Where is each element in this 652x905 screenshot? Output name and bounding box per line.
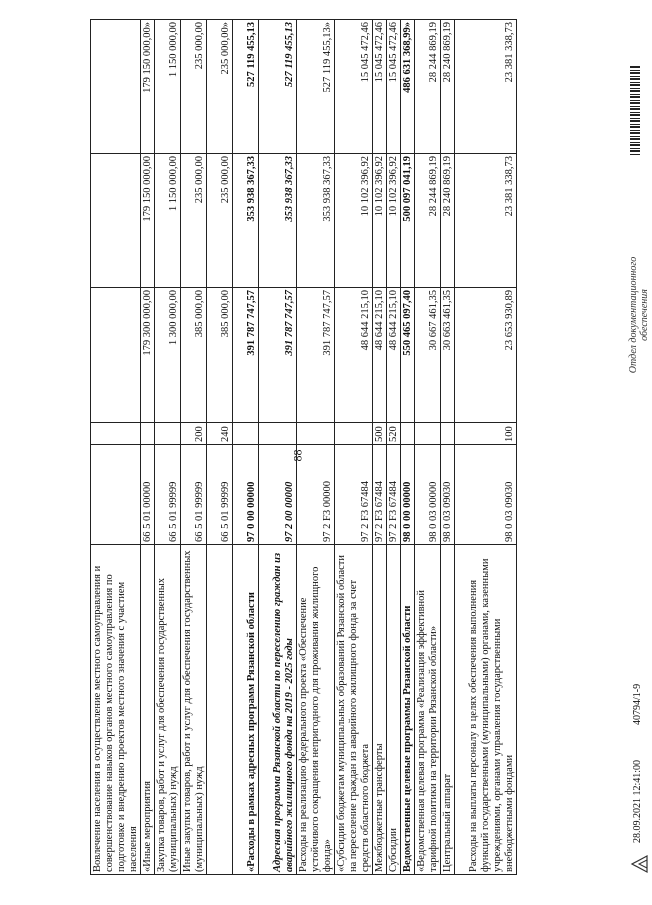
cell-amount-year-3: 527 119 455,13 <box>233 20 259 154</box>
cell-amount-year-2: 23 381 338,73 <box>455 154 517 288</box>
table-row <box>233 20 259 875</box>
cell-amount-year-3: 1 150 000,00 <box>155 20 181 154</box>
cell-name: Ведомственные целевые программы Рязанской области <box>401 545 415 875</box>
cell-amount-year-3: 15 045 472,46 <box>335 20 373 154</box>
table-row <box>373 20 387 875</box>
cell-amount-year-1: 30 667 461,35 <box>415 288 441 423</box>
cell-expense-type <box>233 423 259 445</box>
cell-expense-type: 100 <box>455 423 517 445</box>
table-row <box>441 20 455 875</box>
cell-amount-year-2 <box>91 154 141 288</box>
cell-expense-type: 200 <box>181 423 207 445</box>
cell-name <box>207 545 233 875</box>
table-row <box>297 20 335 875</box>
cell-name: «Ведомственная целевая программа «Реализация эффективной тарифной политики на территории Рязанской области» <box>415 545 441 875</box>
cell-amount-year-1: 391 787 747,57 <box>233 288 259 423</box>
cell-amount-year-2: 353 938 367,33 <box>259 154 297 288</box>
barcode-mark <box>630 65 640 155</box>
cell-target-code: 97 0 00 00000 <box>233 445 259 545</box>
table-row <box>207 20 233 875</box>
cell-amount-year-1: 30 663 461,35 <box>441 288 455 423</box>
registration-number: 40794/1-9 <box>632 683 643 725</box>
cell-amount-year-1: 48 644 215,10 <box>387 288 401 423</box>
cell-name: Субсидии <box>387 545 401 875</box>
cell-target-code: 98 0 03 09030 <box>455 445 517 545</box>
cell-amount-year-3: 527 119 455,13 <box>259 20 297 154</box>
cell-expense-type: 240 <box>207 423 233 445</box>
cell-amount-year-3: 28 244 869,19 <box>415 20 441 154</box>
cell-name: Расходы на реализацию федерального проекта «Обеспечение устойчивого сокращения непригодного для проживания жилищного фонда» <box>297 545 335 875</box>
table-row <box>335 20 373 875</box>
table-row <box>415 20 441 875</box>
cell-target-code: 98 0 00 00000 <box>401 445 415 545</box>
cell-target-code: 97 2 F3 67484 <box>335 445 373 545</box>
cell-expense-type <box>335 423 373 445</box>
table-row <box>401 20 415 875</box>
cell-expense-type <box>441 423 455 445</box>
cell-amount-year-3: 15 045 472,46 <box>373 20 387 154</box>
cell-amount-year-1: 48 644 215,10 <box>373 288 387 423</box>
cell-name: «Субсидии бюджетам муниципальных образований Рязанской области на переселение граждан из аварийного жилищного фонда за счет средств областного бюджета <box>335 545 373 875</box>
cell-name: Расходы на выплаты персоналу в целях обеспечения выполнения функций государственными (муниципальными) органами, казенными учреждениями, органами управления государственными внебюджетными фондами <box>455 545 517 875</box>
rotated-page <box>90 20 650 875</box>
cell-name: Закупка товаров, работ и услуг для обеспечения государственных (муниципальных) нужд <box>155 545 181 875</box>
cell-amount-year-2: 235 000,00 <box>181 154 207 288</box>
cell-amount-year-1: 385 000,00 <box>207 288 233 423</box>
cell-amount-year-2: 353 938 367,33 <box>297 154 335 288</box>
cell-amount-year-1: 48 644 215,10 <box>335 288 373 423</box>
cell-amount-year-2: 28 240 869,19 <box>441 154 455 288</box>
cell-target-code: 66 5 01 00000 <box>141 445 155 545</box>
cell-amount-year-3 <box>91 20 141 154</box>
cell-amount-year-3: 15 045 472,46 <box>387 20 401 154</box>
table-row <box>455 20 517 875</box>
cell-name: Центральный аппарат <box>441 545 455 875</box>
cell-expense-type <box>155 423 181 445</box>
cell-amount-year-1: 391 787 747,57 <box>259 288 297 423</box>
cell-amount-year-2: 10 102 396,92 <box>373 154 387 288</box>
cell-target-code: 66 5 01 99999 <box>207 445 233 545</box>
cell-expense-type <box>415 423 441 445</box>
cell-target-code: 97 2 F3 67484 <box>387 445 401 545</box>
registration-datetime: 28.09.2021 12:41:00 <box>632 759 643 843</box>
cell-amount-year-3: 179 150 000,00» <box>141 20 155 154</box>
cell-expense-type: 500 <box>373 423 387 445</box>
cell-amount-year-1: 179 300 000,00 <box>141 288 155 423</box>
cell-amount-year-2: 353 938 367,33 <box>233 154 259 288</box>
cell-expense-type <box>91 423 141 445</box>
cell-amount-year-2: 1 150 000,00 <box>155 154 181 288</box>
cell-amount-year-1: 1 300 000,00 <box>155 288 181 423</box>
cell-amount-year-2: 500 097 041,19 <box>401 154 415 288</box>
cell-target-code: 98 0 03 09030 <box>441 445 455 545</box>
cell-target-code: 66 5 01 99999 <box>155 445 181 545</box>
table-row <box>155 20 181 875</box>
cell-expense-type <box>141 423 155 445</box>
department-stamp: Отдел документационного обеспечения <box>628 256 650 374</box>
cell-amount-year-3: 486 631 368,99» <box>401 20 415 154</box>
cell-amount-year-3: 235 000,00» <box>207 20 233 154</box>
cell-amount-year-1: 550 465 097,40 <box>401 288 415 423</box>
cell-amount-year-3: 527 119 455,13» <box>297 20 335 154</box>
cell-amount-year-2: 235 000,00 <box>207 154 233 288</box>
cell-amount-year-1: 385 000,00 <box>181 288 207 423</box>
table-body <box>91 20 517 875</box>
emblem-icon <box>628 853 650 875</box>
cell-name: Адресная программа Рязанской области по переселению граждан из аварийного жилищного фонда на 2019 - 2025 годы <box>259 545 297 875</box>
cell-expense-type <box>259 423 297 445</box>
cell-target-code: 98 0 03 00000 <box>415 445 441 545</box>
cell-amount-year-1 <box>91 288 141 423</box>
cell-expense-type <box>297 423 335 445</box>
table-row <box>387 20 401 875</box>
cell-amount-year-3: 28 240 869,19 <box>441 20 455 154</box>
cell-amount-year-2: 10 102 396,92 <box>387 154 401 288</box>
table-row <box>181 20 207 875</box>
cell-name: Вовлечение населения в осуществление местного самоуправления и совершенствование навыков органов местного самоуправления по подготовке и внедрению проектов местного значения с участием населения <box>91 545 141 875</box>
cell-amount-year-1: 23 653 930,89 <box>455 288 517 423</box>
cell-amount-year-2: 10 102 396,92 <box>335 154 373 288</box>
cell-target-code: 97 2 F3 67484 <box>373 445 387 545</box>
cell-target-code: 97 2 F3 00000 <box>297 445 335 545</box>
cell-amount-year-3: 235 000,00 <box>181 20 207 154</box>
cell-amount-year-3: 23 381 338,73 <box>455 20 517 154</box>
cell-amount-year-1: 391 787 747,57 <box>297 288 335 423</box>
cell-name: «Расходы в рамках адресных программ Рязанской области <box>233 545 259 875</box>
table-row <box>141 20 155 875</box>
cell-expense-type: 520 <box>387 423 401 445</box>
cell-name: Иные закупки товаров, работ и услуг для обеспечения государственных (муниципальных) нужд <box>181 545 207 875</box>
budget-table <box>90 19 517 875</box>
table-row <box>259 20 297 875</box>
cell-amount-year-2: 179 150 000,00 <box>141 154 155 288</box>
cell-target-code: 97 2 00 00000 <box>259 445 297 545</box>
table-row <box>91 20 141 875</box>
cell-amount-year-2: 28 244 869,19 <box>415 154 441 288</box>
cell-name: «Иные мероприятия <box>141 545 155 875</box>
cell-target-code: 66 5 01 99999 <box>181 445 207 545</box>
document-footer <box>628 20 652 875</box>
cell-name: Межбюджетные трансферты <box>373 545 387 875</box>
cell-expense-type <box>401 423 415 445</box>
page-number: 88 <box>290 449 305 462</box>
cell-target-code <box>91 445 141 545</box>
